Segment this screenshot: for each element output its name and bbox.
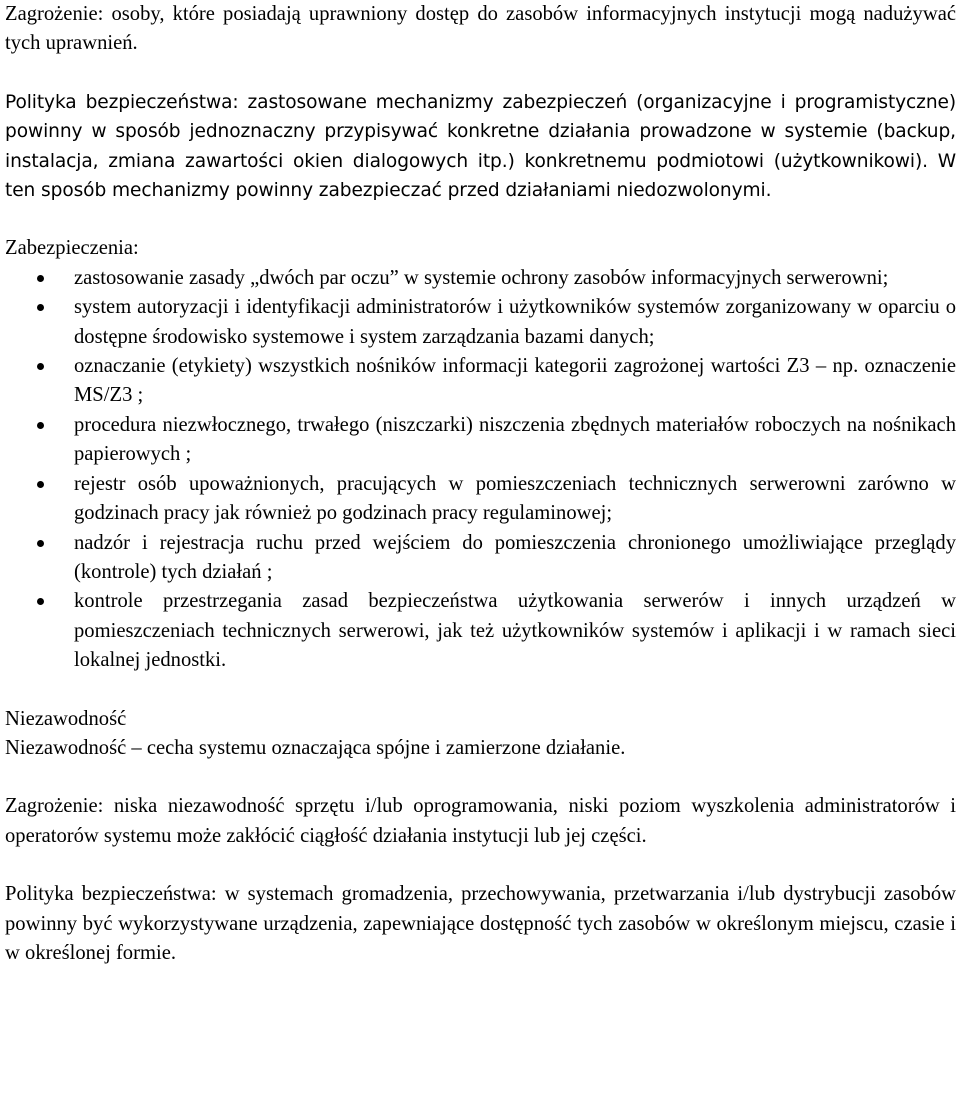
bullet-icon: [37, 363, 44, 370]
reliability-heading: Niezawodność: [5, 707, 127, 730]
safeguard-text: procedura niezwłocznego, trwałego (niszczarki) niszczenia zbędnych materiałów roboczych na nośnikach papierowych ;: [74, 413, 956, 466]
safeguard-item: [5, 411, 956, 470]
bullet-icon: [37, 422, 44, 429]
safeguard-text: oznaczanie (etykiety) wszystkich nośników informacji kategorii zagrożonej wartości Z3 – np. oznaczenie MS/Z3 ;: [74, 355, 956, 407]
threat-paragraph-1: Zagrożenie: osoby, które posiadają uprawniony dostęp do zasobów informacyjnych instytucji mogą nadużywać tych uprawnień.: [5, 3, 956, 55]
safeguard-text: kontrole przestrzegania zasad bezpieczeństwa użytkowania serwerów i innych urządzeń w pomieszczeniach technicznych serwerowi, jak też użytkowników systemów i aplikacji i w ramach sieci lokalnej jednostki.: [74, 590, 956, 672]
bullet-icon: [37, 540, 44, 547]
bullet-icon: [37, 304, 44, 311]
bullet-icon: [37, 598, 44, 605]
safeguard-item: [5, 352, 956, 411]
safeguard-item: [5, 470, 956, 529]
policy-paragraph-1: Polityka bezpieczeństwa: zastosowane mechanizmy zabezpieczeń (organizacyjne i programistyczne) powinny w sposób jednoznaczny przypisywać konkretne działania prowadzone w systemie (backup, instalacja, zmiana zawartości okien dialogowych itp.) konkretnemu podmiotowi (użytkownikowi). W ten sposób mechanizmy powinny zabezpieczać przed działaniami niedozwolonymi.: [5, 91, 956, 202]
safeguards-list: [5, 264, 956, 676]
safeguard-text: zastosowanie zasady „dwóch par oczu” w systemie ochrony zasobów informacyjnych serwerowni;: [74, 266, 889, 289]
reliability-threat: Zagrożenie: niska niezawodność sprzętu i/lub oprogramowania, niski poziom wyszkolenia administratorów i operatorów systemu może zakłócić ciągłość działania instytucji lub jej części.: [5, 795, 956, 847]
safeguard-text: nadzór i rejestracja ruchu przed wejściem do pomieszczenia chronionego umożliwiające przeglądy (kontrole) tych działań ;: [74, 531, 956, 583]
safeguard-text: rejestr osób upoważnionych, pracujących w pomieszczeniach technicznych serwerowni zarówno w godzinach pracy jak również po godzinach pracy regulaminowej;: [74, 472, 956, 525]
bullet-icon: [37, 275, 44, 282]
bullet-icon: [37, 481, 44, 488]
reliability-policy: Polityka bezpieczeństwa: w systemach gromadzenia, przechowywania, przetwarzania i/lub dystrybucji zasobów powinny być wykorzystywane urządzenia, zapewniające dostępność tych zasobów w określonym miejscu, czasie i w określonej formie.: [5, 883, 956, 964]
safeguard-item: [5, 264, 956, 293]
reliability-definition: Niezawodność – cecha systemu oznaczająca spójne i zamierzone działanie.: [5, 736, 626, 759]
safeguard-item: [5, 587, 956, 675]
safeguards-heading: Zabezpieczenia:: [5, 237, 139, 260]
safeguard-item: [5, 293, 956, 352]
safeguard-item: [5, 529, 956, 588]
safeguard-text: system autoryzacji i identyfikacji administratorów i użytkowników systemów zorganizowany w oparciu o dostępne środowisko systemowe i system zarządzania bazami danych;: [74, 296, 956, 348]
